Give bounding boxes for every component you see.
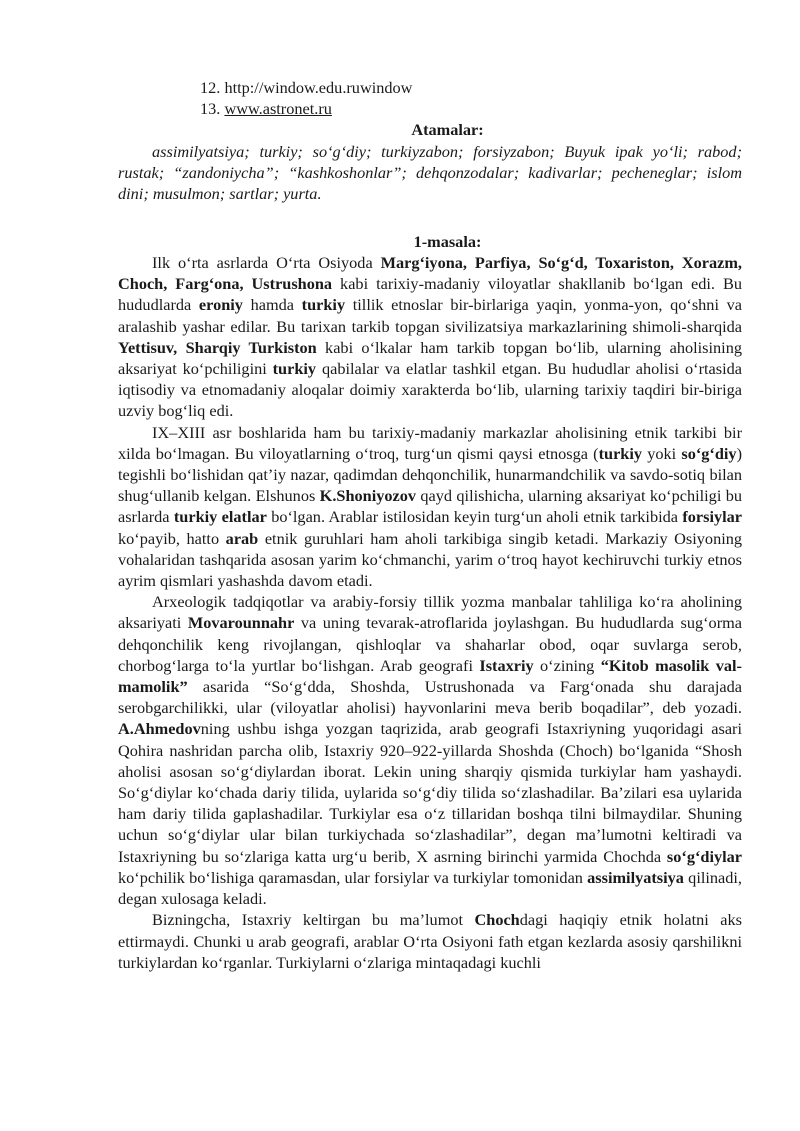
text-run: Arxeologik tadqiqotlar va arabiy-forsiy tillik yozma manbalar tahliliga ko‘ra aholining aksariyati [118, 592, 742, 633]
bold-term: Yettisuv, Sharqiy Turkiston [118, 337, 317, 357]
terms-heading: Atamalar: [411, 120, 484, 139]
bold-term: A.Ahmedov [118, 719, 201, 739]
bold-term: turkiy elatlar [173, 507, 267, 527]
problem-heading: 1-masala: [413, 232, 482, 251]
bold-term: so‘g‘diy [681, 443, 737, 463]
bold-term: K.Shoniyozov [319, 486, 417, 506]
text-run: qilinadi, degan xulosaga keladi. [118, 867, 742, 909]
text-run: ning ushbu ishga yozgan taqrizida, arab geografi Istaxriyning yuqoridagi asari Qohira nashridan parcha olib, Istaxriy 920–922-yillarda Shoshda (Choch) bo‘lganida “Shosh aholisi asosan so‘g‘diylardan iborat. Lekin uning sharqiy qismida turkiylar ham yashaydi. So‘g‘diylar ko‘chada dariy tilida, uylarida so‘g‘diy tilida so‘zlashadilar. Ba’zilari esa uylarida ham dariy tilida gaplashadilar. Turkiylar esa o‘z tillaridan boshqa tilni bilmaydilar. Shuning uchun so‘g‘diylar ular bilan turkiychada so‘zlashadilar”, degan ma’lumotni keltiradi va Istaxriyning bu so‘zlariga katta urg‘u berib, X asrning birinchi yarmida Chochda [118, 719, 742, 866]
text-run: va uning tevarak-atroflarida joylashgan. Bu hududlarda sug‘orma dehqonchilik keng rivojlangan, qishloqlar va shaharlar obod, oqar suvlarga serob, chorbog‘larga to‘la yurtlar bo‘lishgan. Arab geografi [118, 613, 743, 675]
bold-term: “Kitob masolik val-mamolik” [118, 655, 742, 697]
text-run: qayd qilishicha, ularning aksariyat ko‘pchiligi bu asrlarda [118, 486, 742, 527]
reference-text: http://window.edu.ruwindow [224, 78, 413, 97]
text-run: ko‘payib, hatto [118, 528, 226, 548]
text-run: etnik guruhlari ham aholi tarkibiga singib ketadi. Markaziy Osiyoning vohalaridan tashqarida asosan yarim ko‘chmanchi, yarim o‘troq hayot kechiruvchi turkiy etnos ayrim qismlari yashashda davom etadi. [118, 528, 743, 591]
text-run: Bizningcha, Istaxriy keltirgan bu ma’lumot [152, 910, 475, 930]
bold-term: Movarounnahr [187, 613, 295, 633]
bold-term: Istaxriy [479, 655, 534, 675]
body-paragraph [118, 909, 742, 973]
text-run: o‘zining [533, 655, 601, 675]
text-run: kabi tarixiy-madaniy viloyatlar shakllanib bo‘lgan edi. Bu hududlarda [118, 274, 742, 315]
body-paragraph [118, 422, 742, 592]
bold-term: forsiylar [682, 507, 743, 527]
text-run: qabilalar va elatlar tashkil etgan. Bu hududlar aholisi o‘rtasida iqtisodiy va etnomadaniy aloqalar doimiy xarakterda bo‘lib, ularning tarixiy taqdiri bir-biriga uzviy bog‘liq edi. [118, 359, 742, 421]
terms-text: assimilyatsiya; turkiy; so‘g‘diy; turkiyzabon; forsiyzabon; Buyuk ipak yo‘li; rabod; rustak; “zandoniycha”; “kashkoshonlar”; dehqonzodalar; kadivarlar; pecheneglar; islom dini; musulmon; sartlar; yurta. [118, 142, 742, 204]
text-run: bo‘lgan. Arablar istilosidan keyin turg‘un aholi etnik tarkibida [266, 507, 683, 527]
problem-body [118, 252, 742, 973]
bold-term: Marg‘iyona, Parfiya, So‘g‘d, Toxariston, Xorazm, Choch, Farg‘ona, Ustrushona [118, 253, 742, 294]
body-paragraph [118, 252, 742, 422]
reference-number: 12. [200, 78, 221, 97]
text-run: kabi o‘lkalar ham tarkib topgan bo‘lib, ularning aholisining aksariyat ko‘pchiligini [118, 337, 742, 379]
reference-item [200, 77, 412, 98]
text-run: tillik etnoslar bir-birlariga yaqin, yonma-yon, qo‘shni va aralashib yashar edilar. Bu tarixan tarkib topgan sivilizatsiya markazlarining shimoli-sharqida [118, 295, 742, 336]
text-run: asarida “So‘g‘dda, Shoshda, Ustrushonada va Farg‘onada shu darajada serobgarchilikki, ular (viloyatlar aholisi) hayvonlarini meva berib boqadilar”, deb yozadi. [118, 677, 742, 718]
bold-term: so‘g‘diylar [666, 846, 742, 866]
text-run: IX–XIII asr boshlarida ham bu tarixiy-madaniy markazlar aholisining etnik tarkibi bir xilda bo‘lmagan. Bu viloyatlarning o‘troq, turg‘un qismi qaysi etnosga ( [118, 422, 742, 463]
terms-list [118, 141, 742, 205]
reference-number: 13. [200, 99, 221, 118]
bold-term: assimilyatsiya [587, 867, 684, 887]
text-run: dagi haqiqiy etnik holatni aks ettirmaydi. Chunki u arab geografi, arablar O‘rta Osiyoni fath etgan kezlarda asosiy qarshilikni turkiylardan ko‘rganlar. Turkiylarni o‘zlariga mintaqadagi kuchli [118, 910, 742, 972]
reference-item [200, 98, 332, 119]
bold-term: turkiy [301, 295, 346, 315]
bold-term: arab [225, 528, 259, 548]
text-run: hamda [242, 295, 302, 315]
body-paragraph [118, 591, 742, 909]
bold-term: turkiy [272, 359, 317, 379]
text-run: yoki [642, 443, 682, 463]
reference-link[interactable]: www.astronet.ru [224, 99, 332, 118]
bold-term: eroniy [198, 295, 243, 315]
text-run: Ilk o‘rta asrlarda O‘rta Osiyoda [152, 253, 381, 272]
bold-term: Choch [474, 910, 520, 930]
text-run: ) tegishli bo‘lishidan qat’iy nazar, qadimdan dehqonchilik, hunarmandchilik va savdo-sotiq bilan shug‘ullanib kelgan. Elshunos [118, 443, 742, 506]
text-run: ko‘pchilik bo‘lishiga qaramasdan, ular forsiylar va turkiylar tomonidan [118, 867, 588, 887]
bold-term: turkiy [598, 443, 643, 463]
